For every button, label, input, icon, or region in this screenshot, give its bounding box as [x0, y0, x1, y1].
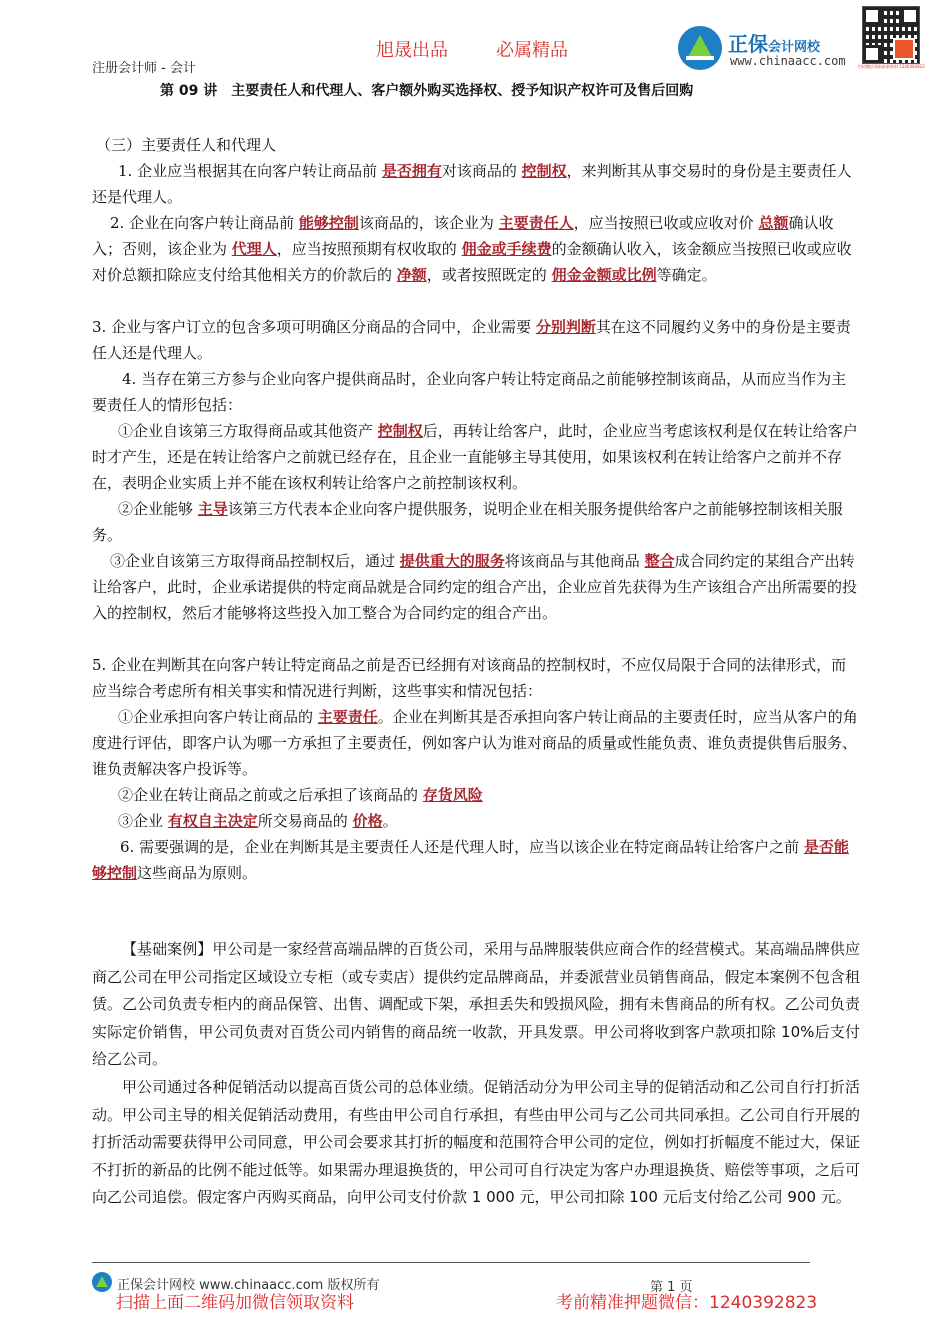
qr-badge-icon [893, 38, 915, 60]
promo-brand: 旭晟出品 [376, 40, 448, 61]
promo-quality: 必属精品 [496, 40, 568, 61]
paragraph-4: 4. 当存在第三方参与企业向客户提供商品时，企业向客户转让特定商品之前能够控制该商品，从而应当作为主要责任人的情形包括： [92, 370, 847, 414]
section-title: （三）主要责任人和代理人 [96, 136, 277, 154]
case-study [92, 936, 860, 1212]
paragraph-5-item-3: ③企业 有权自主决定所交易商品的 价格。 [118, 812, 398, 830]
paragraph-4-item-1: ①企业自该第三方取得商品或其他资产 控制权后，再转让给客户，此时，企业应当考虑该权利是仅在转让给客户时才产生，还是在转让给客户之前就已经存在，且企业一直能够主导其使用，如果该权利在转让给客户之前并不存在，表明企业实质上并不能在该权利转让给客户之前控制该权利。 [92, 422, 858, 492]
paragraph-4-item-2: ②企业能够 主导该第三方代表本企业向客户提供服务，说明企业在相关服务提供给客户之前能够控制该相关服务。 [92, 500, 843, 544]
paragraph-5-item-1: ①企业承担向客户转让商品的 主要责任。企业在判断其是否承担向客户转让商品的主要责任时，应当从客户的角度进行评估，即客户认为哪一方承担了主要责任，例如客户认为谁对商品的质量或性能负责、谁负责提供售后服务、谁负责解决客户投诉等。 [92, 708, 858, 778]
footer-promo-left: 扫描上面二维码加微信领取资料 [116, 1293, 354, 1313]
logo-name-sub: 会计网校 [768, 40, 821, 55]
qr-caption: 扫码微信领取最新资料 1240392823 [858, 64, 925, 69]
chinaacc-logo[interactable] [678, 26, 860, 72]
key-term: 存货风险 [422, 786, 483, 804]
paragraph-5: 5. 企业在判断其在向客户转让特定商品之前是否已经拥有对该商品的控制权时，不应仅局限于合同的法律形式，而应当综合考虑所有相关事实和情况进行判断，这些事实和情况包括： [92, 656, 847, 700]
lecture-title: 第 09 讲 主要责任人和代理人、客户额外购买选择权、授予知识产权许可及售后回购 [160, 83, 694, 99]
logo-name: 正保 [728, 32, 768, 56]
key-term: 控制权 [377, 422, 423, 440]
footer-promo-right: 考前精准押题微信：1240392823 [556, 1293, 818, 1313]
footer-copyright: 正保会计网校 www.chinaacc.com 版权所有 [117, 1278, 380, 1293]
paragraph-5-item-2: ②企业在转让商品之前或之后承担了该商品的 存货风险 [118, 786, 483, 804]
key-term: 是否拥有 [381, 162, 442, 180]
key-term: 主导 [197, 500, 228, 518]
key-term: 控制权 [521, 162, 567, 180]
case-paragraph-2: 甲公司通过各种促销活动以提高百货公司的总体业绩。促销活动分为甲公司主导的促销活动和乙公司自行打折活动。甲公司主导的相关促销活动费用，有些由甲公司自行承担，有些由甲公司与乙公司共同承担。乙公司自行开展的打折活动需要获得甲公司同意，甲公司会要求其打折的幅度和范围符合甲公司的定位，例如打折幅度不能过大，保证不打折的新品的比例不能过低等。如果需办理退换货的，甲公司可自行决定为客户办理退换货、赔偿等事项，之后可向乙公司追偿。假定客户丙购买商品，向甲公司支付价款 1 000 元，甲公司扣除 100 元后支付给乙公司 900 元。 [92, 1077, 860, 1207]
key-term: 主要责任 [317, 708, 378, 726]
key-term: 价格 [352, 812, 383, 830]
page-number: 第 1 页 [650, 1280, 693, 1295]
key-term: 净额 [396, 266, 427, 284]
logo-url: www.chinaacc.com [730, 54, 846, 68]
key-term: 总额 [758, 214, 789, 232]
key-term: 佣金金额或比例 [551, 266, 657, 284]
paragraph-6: 6. 需要强调的是，企业在判断其是主要责任人还是代理人时，应当以该企业在特定商品转让给客户之前 是否能够控制这些商品为原则。 [92, 838, 849, 882]
case-paragraph-1: 【基础案例】甲公司是一家经营高端品牌的百货公司，采用与品牌服装供应商合作的经营模式。某高端品牌供应商乙公司在甲公司指定区域设立专柜（或专卖店）提供约定品牌商品，并委派营业员销售商品，假定本案例不包含租赁。乙公司负责专柜内的商品保管、出售、调配或下架，承担丢失和毁损风险，拥有未售商品的所有权。乙公司负责实际定价销售，甲公司负责对百货公司内销售的商品统一收款，开具发票。甲公司将收到客户款项扣除 10%后支付给乙公司。 [92, 940, 860, 1069]
footer-divider [92, 1262, 810, 1263]
key-term: 佣金或手续费 [461, 240, 552, 258]
key-term: 主要责任人 [498, 214, 574, 232]
footer-logo-icon [92, 1272, 112, 1292]
key-term: 是否能够控制 [92, 838, 849, 882]
paragraph-3: 3. 企业与客户订立的包含多项可明确区分商品的合同中，企业需要 分别判断其在这不同履约义务中的身份是主要责任人还是代理人。 [92, 318, 851, 362]
key-term: 提供重大的服务 [399, 552, 505, 570]
key-term: 整合 [644, 552, 675, 570]
key-term: 代理人 [231, 240, 277, 258]
key-term: 分别判断 [535, 318, 596, 336]
logo-icon [678, 26, 722, 70]
key-term: 能够控制 [298, 214, 359, 232]
course-name: 注册会计师 - 会计 [92, 61, 196, 76]
paragraph-1: 1. 企业应当根据其在向客户转让商品前 是否拥有对该商品的 控制权，来判断其从事交易时的身份是主要责任人还是代理人。 [92, 162, 852, 206]
main-content [92, 132, 860, 886]
paragraph-4-item-3: ③企业自该第三方取得商品控制权后，通过 提供重大的服务将该商品与其他商品 整合成合同约定的某组合产出转让给客户，此时，企业承诺提供的特定商品就是合同约定的组合产出，企业应首先获得为生产该组合产出所需要的投入的控制权，然后才能够将这些投入加工整合为合同约定的组合产出。 [92, 552, 858, 622]
paragraph-2: 2. 企业在向客户转让商品前 能够控制该商品的，该企业为 主要责任人，应当按照已收或应收对价 总额确认收入；否则，该企业为 代理人，应当按照预期有权收取的 佣金或手续费的金额确认收入，该金额应当按照已收或应收对价总额扣除应支付给其他相关方的价款后的 净额，或者按照既定的 佣金金额或比例等确定。 [92, 214, 852, 284]
key-term: 有权自主决定 [167, 812, 258, 830]
